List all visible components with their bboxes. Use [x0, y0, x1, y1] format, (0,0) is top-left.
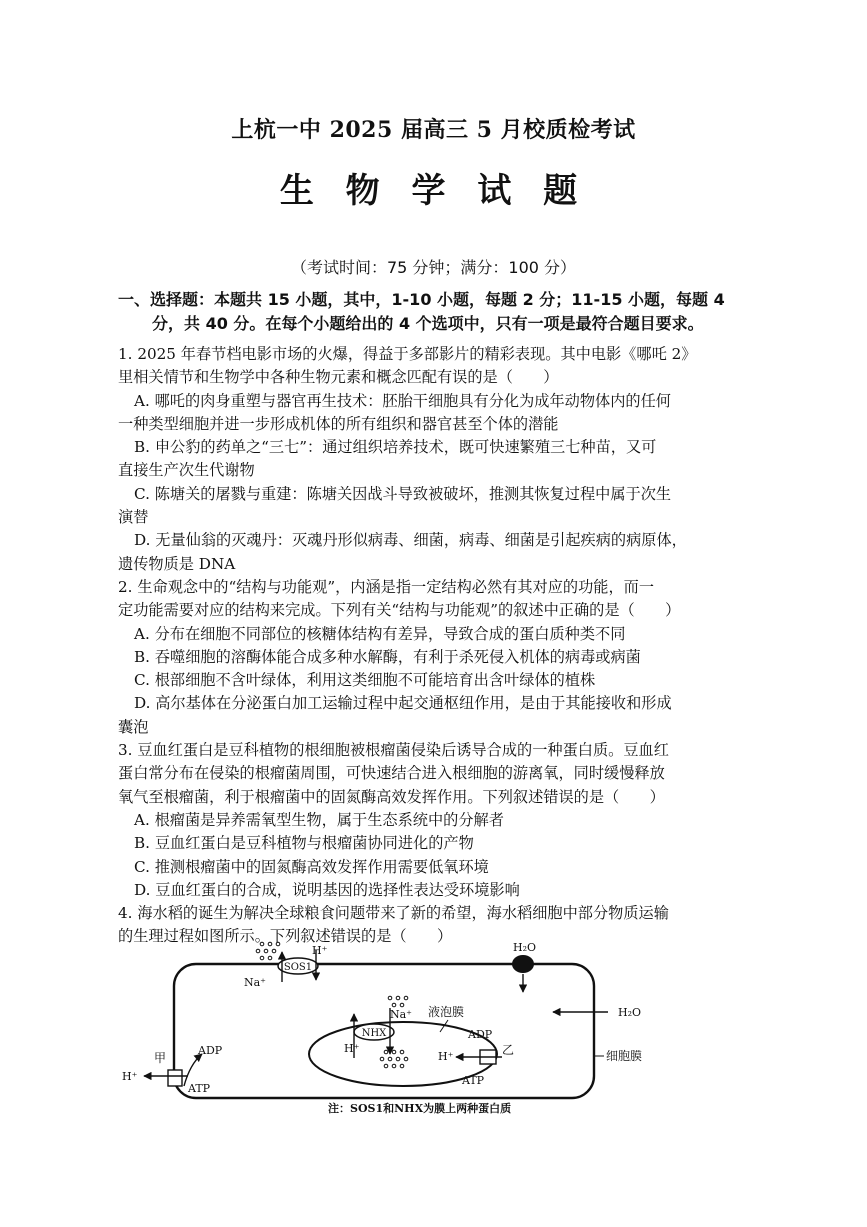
nhx-h-plus-label: H⁺	[344, 1042, 360, 1055]
pump-jia-h-plus: H⁺	[122, 1070, 138, 1083]
sos1-label: SOS1	[283, 962, 313, 973]
option-line: 一种类型细胞并进一步形成机体的所有组织和器官甚至个体的潜能	[118, 414, 559, 433]
option-line: C. 推测根瘤菌中的固氮酶高效发挥作用需要低氧环境	[134, 857, 489, 876]
entering-h2o-label: H₂O	[618, 1006, 642, 1019]
question-stem-line: 蛋白常分布在侵染的根瘤菌周围，可快速结合进入根细胞的游离氧，同时缓慢释放	[118, 764, 665, 783]
question-stem-line: 的生理过程如图所示。下列叙述错误的是（ ）	[118, 927, 453, 946]
pump-yi-label: 乙	[502, 1043, 515, 1057]
section-heading-line2: 分，共 40 分。在每个小题给出的 4 个选项中，只有一项是最符合题目要求。	[152, 314, 704, 333]
option-line: A. 分布在细胞不同部位的核糖体结构有差异，导致合成的蛋白质种类不同	[134, 624, 626, 643]
na-ions-outside	[256, 942, 280, 960]
question-stem-line: 里相关情节和生物学中各种生物元素和概念匹配有误的是（ ）	[118, 368, 559, 387]
subject-title: 生 物 学 试 题	[279, 171, 588, 211]
pump-jia	[168, 1070, 182, 1086]
cell-membrane-label: 细胞膜	[606, 1049, 643, 1063]
option-line: D. 无量仙翁的灭魂丹：灭魂丹形似病毒、细菌，病毒、细菌是引起疾病的病原体，	[134, 531, 687, 550]
question-list	[118, 343, 750, 949]
water-channel	[512, 955, 534, 973]
option-line: B. 申公豹的药单之“三七”：通过组织培养技术，既可快速繁殖三七种苗，又可	[134, 438, 657, 457]
question-stem-line: 定功能需要对应的结构来完成。下列有关“结构与功能观”的叙述中正确的是（ ）	[118, 601, 681, 620]
na-ions-vacuole	[380, 1050, 408, 1068]
section-heading	[118, 288, 768, 336]
pump-jia-label: 甲	[154, 1051, 167, 1065]
question-stem-line: 4. 海水稻的诞生为解决全球粮食问题带来了新的希望，海水稻细胞中部分物质运输	[118, 904, 669, 923]
pump-yi-atp: ATP	[462, 1074, 485, 1087]
na-ions-cytoplasm	[388, 996, 408, 1007]
pump-jia-adp: ADP	[198, 1044, 223, 1057]
option-line: C. 根部细胞不含叶绿体，利用这类细胞不可能培育出含叶绿体的植株	[134, 671, 596, 690]
exam-title: 上杭一中 2025 届高三 5 月校质检考试	[231, 117, 636, 143]
transport-diagram	[118, 936, 758, 1126]
question-stem-line: 2. 生命观念中的“结构与功能观”，内涵是指一定结构必然有其对应的功能，而一	[118, 577, 655, 596]
exam-info: （考试时间：75 分钟；满分：100 分）	[290, 258, 577, 277]
sos1-na-plus-label: Na⁺	[244, 976, 266, 989]
nhx-label: NHX	[361, 1028, 387, 1039]
option-line: 遗传物质是 DNA	[118, 554, 236, 573]
vacuole-membrane-label: 液泡膜	[428, 1005, 465, 1019]
nhx-na-plus-label: Na⁺	[390, 1008, 412, 1021]
option-line: 演替	[118, 508, 149, 527]
option-line: 囊泡	[118, 717, 149, 736]
question-stem-line: 氧气至根瘤菌，利于根瘤菌中的固氮酶高效发挥作用。下列叙述错误的是（ ）	[118, 787, 665, 806]
question-stem-line: 1. 2025 年春节档电影市场的火爆，得益于多部影片的精彩表现。其中电影《哪吒 2》	[118, 345, 697, 363]
option-line: B. 豆血红蛋白是豆科植物与根瘤菌协同进化的产物	[134, 834, 474, 853]
pump-yi-adp: ADP	[468, 1028, 493, 1041]
option-line: C. 陈塘关的屠戮与重建：陈塘关因战斗导致被破坏，推测其恢复过程中属于次生	[134, 484, 672, 503]
sos1-h-plus-label: H⁺	[312, 944, 328, 957]
section-heading-line1: 一、选择题：本题共 15 小题，其中，1-10 小题，每题 2 分；11-15 小题，每题 4	[118, 290, 725, 309]
channel-h2o-label: H₂O	[513, 941, 537, 954]
figure-note: 注：SOS1和NHX为膜上两种蛋白质	[328, 1102, 512, 1115]
pump-yi-h-plus: H⁺	[438, 1050, 454, 1063]
option-line: B. 吞噬细胞的溶酶体能合成多种水解酶，有利于杀死侵入机体的病毒或病菌	[134, 647, 641, 666]
option-line: D. 豆血红蛋白的合成，说明基因的选择性表达受环境影响	[134, 880, 520, 899]
pump-jia-atp: ATP	[188, 1082, 211, 1095]
question-stem-line: 3. 豆血红蛋白是豆科植物的根细胞被根瘤菌侵染后诱导合成的一种蛋白质。豆血红	[118, 741, 669, 760]
option-line: A. 哪吒的肉身重塑与器官再生技术：胚胎干细胞具有分化为成年动物体内的任何	[134, 391, 671, 410]
option-line: D. 高尔基体在分泌蛋白加工运输过程中起交通枢纽作用，是由于其能接收和形成	[134, 694, 672, 713]
option-line: A. 根瘤菌是异养需氧型生物，属于生态系统中的分解者	[134, 810, 504, 829]
option-line: 直接生产次生代谢物	[118, 461, 255, 480]
